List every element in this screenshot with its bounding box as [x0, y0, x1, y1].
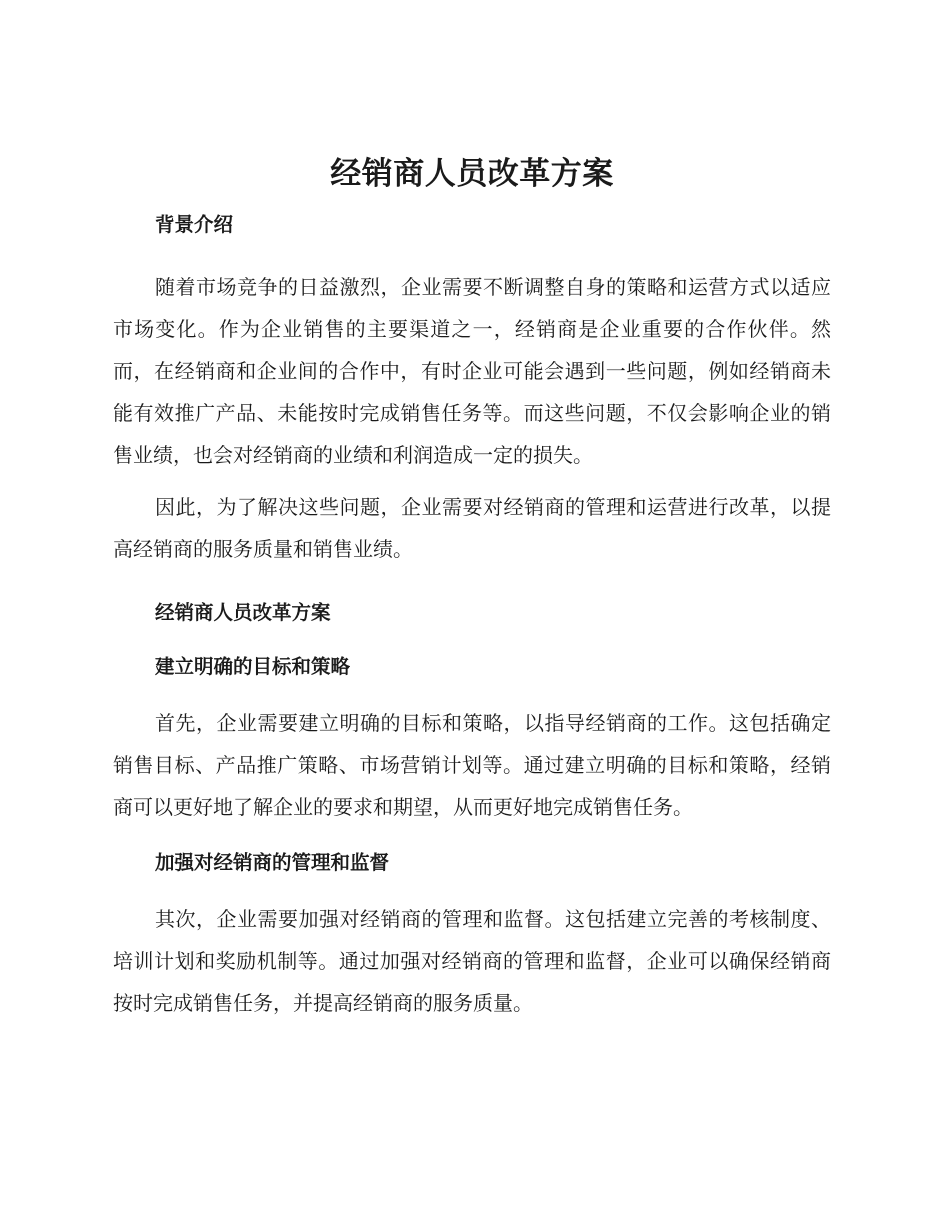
document-title: 经销商人员改革方案: [330, 156, 614, 192]
paragraph-management: 其次，企业需要加强对经销商的管理和监督。这包括建立完善的考核制度、培训计划和奖励机制等。通过加强对经销商的管理和监督，企业可以确保经销商按时完成销售任务，并提高经销商的服务质量。: [113, 907, 831, 1015]
section-heading-goals: 建立明确的目标和策略: [155, 655, 351, 678]
paragraph-background-2: 因此，为了解决这些问题，企业需要对经销商的管理和运营进行改革，以提高经销商的服务质量和销售业绩。: [113, 495, 831, 561]
paragraph-background-1: 随着市场竞争的日益激烈，企业需要不断调整自身的策略和运营方式以适应市场变化。作为企业销售的主要渠道之一，经销商是企业重要的合作伙伴。然而，在经销商和企业间的合作中，有时企业可能会遇到一些问题，例如经销商未能有效推广产品、未能按时完成销售任务等。而这些问题，不仅会影响企业的销售业绩，也会对经销商的业绩和利润造成一定的损失。: [113, 275, 831, 467]
document-page: [113, 150, 831, 1024]
section-heading-background: 背景介绍: [155, 213, 234, 236]
section-heading-management: 加强对经销商的管理和监督: [155, 851, 390, 874]
section-heading-plan: 经销商人员改革方案: [155, 601, 331, 624]
paragraph-goals: 首先，企业需要建立明确的目标和策略，以指导经销商的工作。这包括确定销售目标、产品推广策略、市场营销计划等。通过建立明确的目标和策略，经销商可以更好地了解企业的要求和期望，从而更好地完成销售任务。: [113, 711, 831, 819]
